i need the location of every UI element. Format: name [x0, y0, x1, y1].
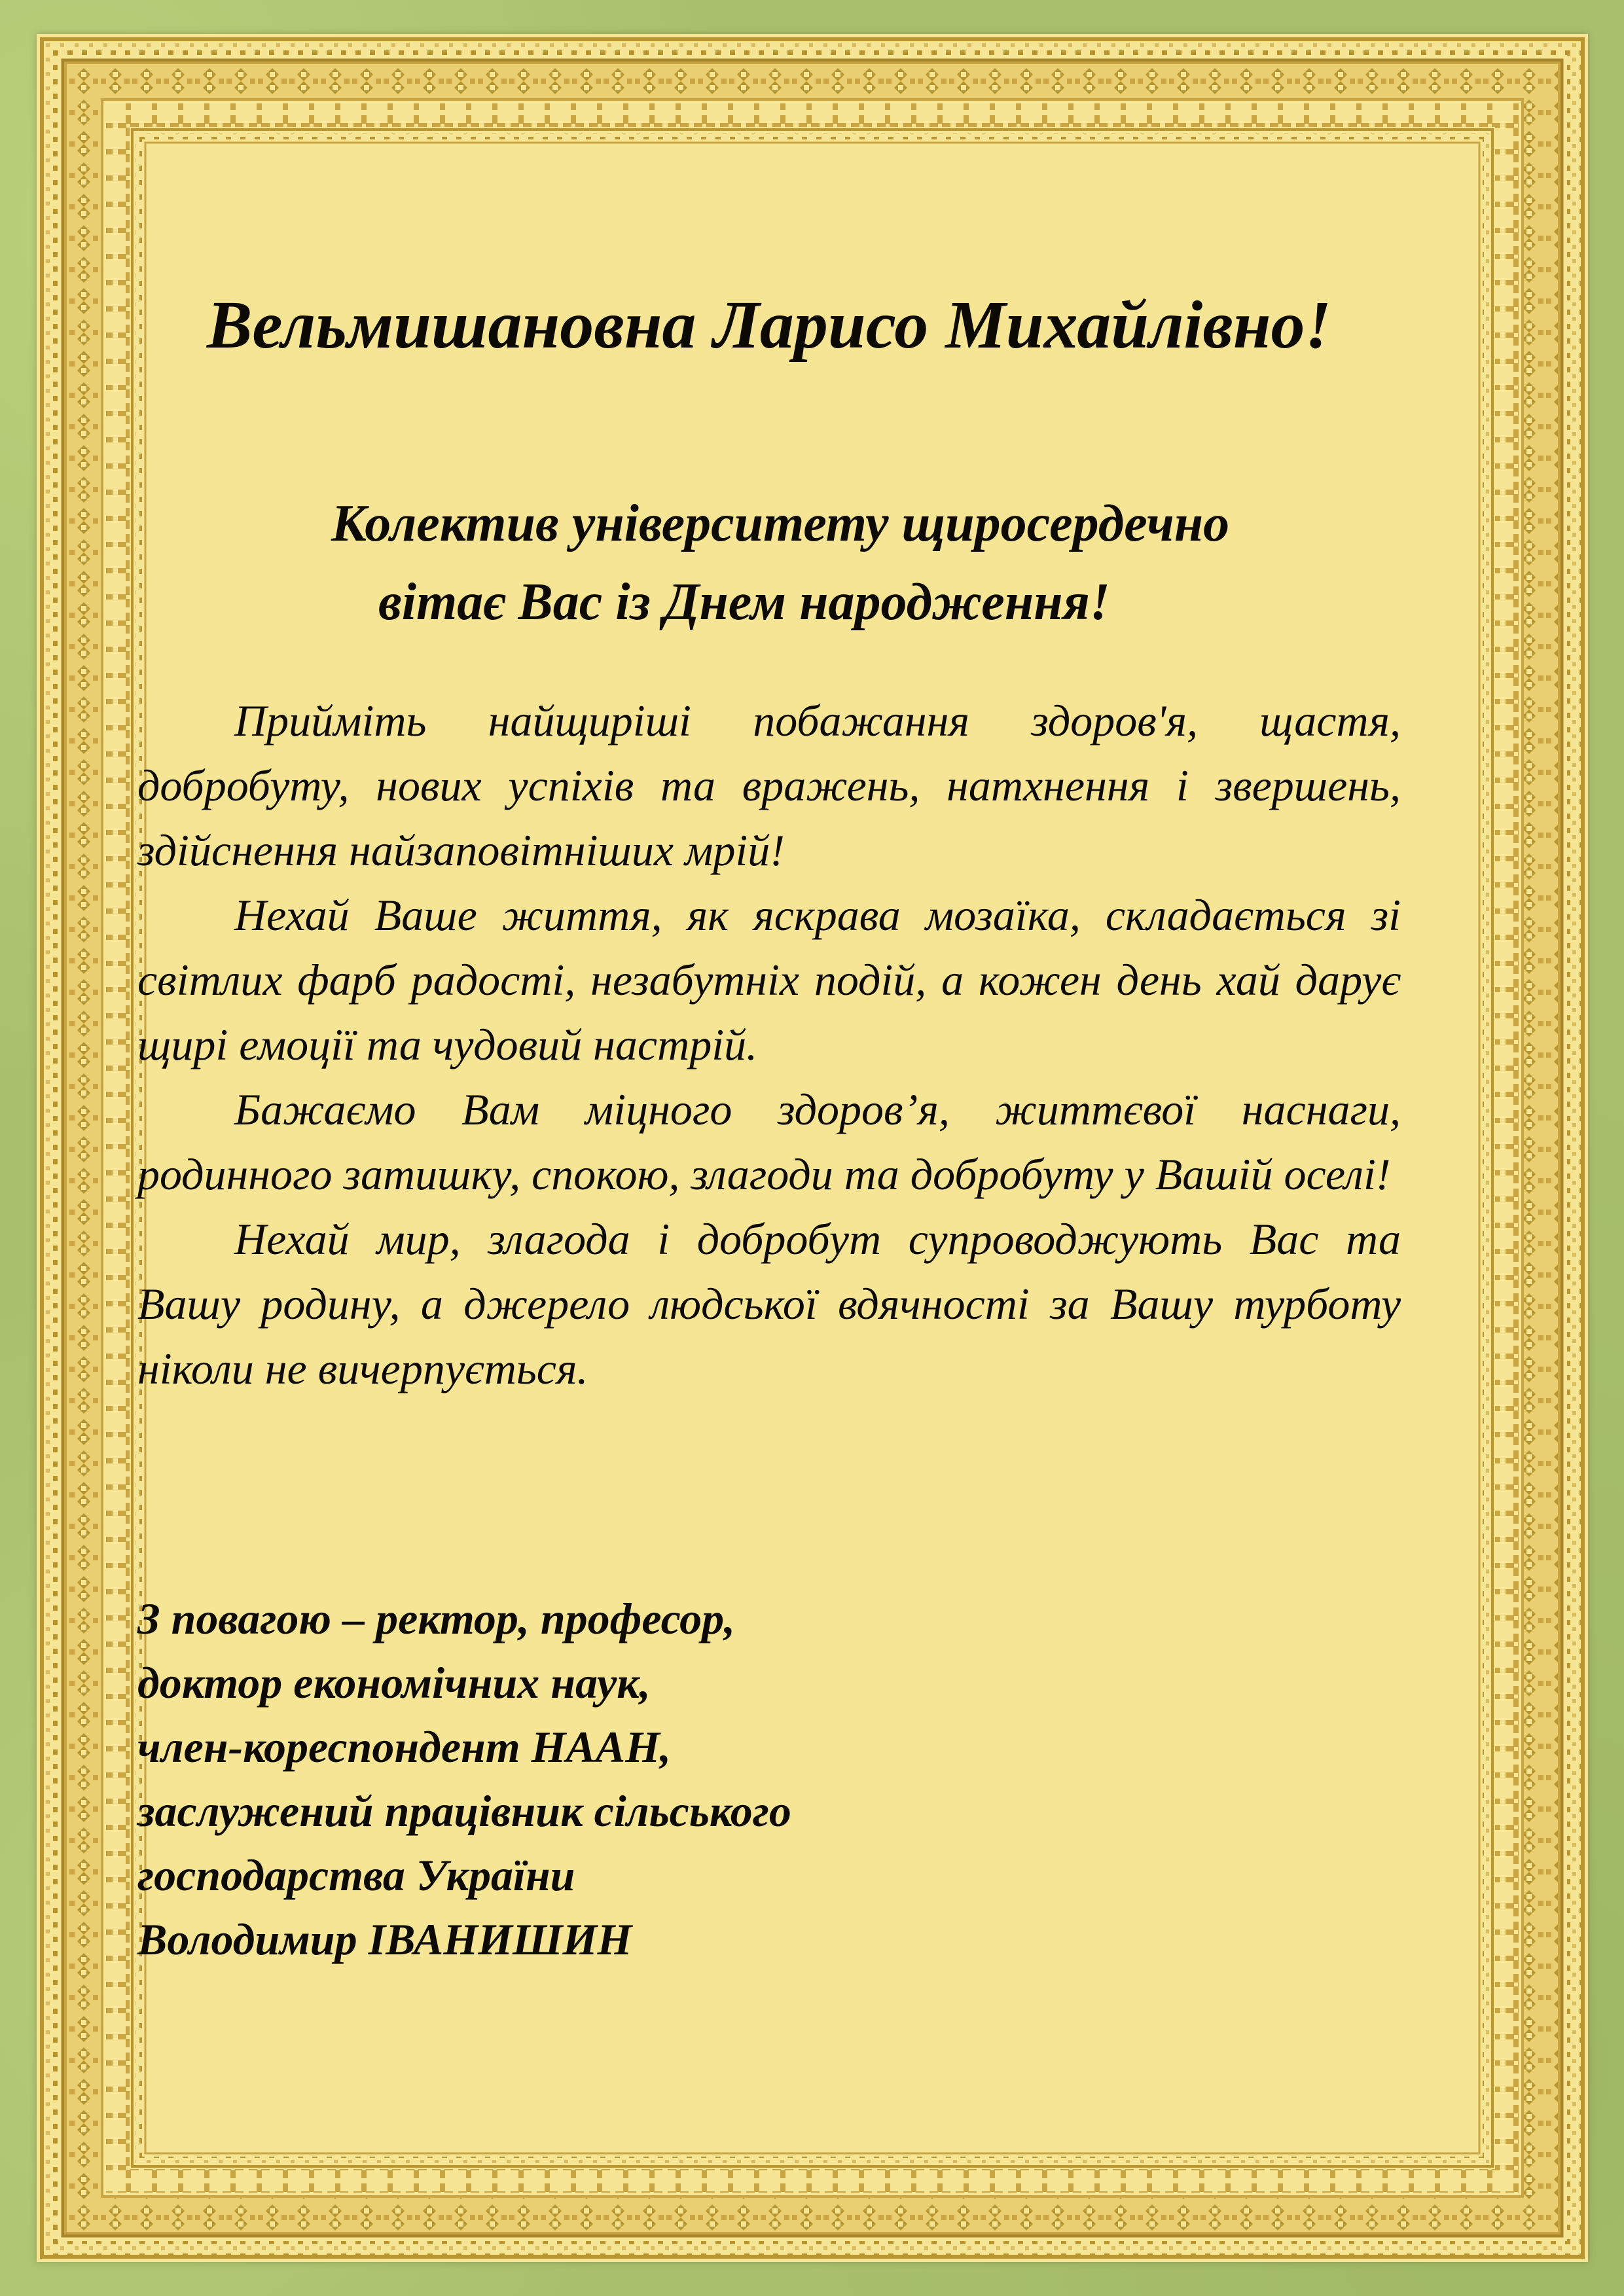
- body-paragraph-1: Прийміть найщиріші побажання здоров'я, щастя, добробуту, нових успіхів та вражень, натхнення і звершень, здійснення найзаповітніших мрій!: [137, 696, 1401, 875]
- signature-line-3: член-кореспондент НААН,: [137, 1722, 672, 1772]
- body-paragraph-3: Бажаємо Вам міцного здоров’я, життєвої наснаги, родинного затишку, спокою, злагоди та добробуту у Вашій оселі!: [137, 1085, 1401, 1199]
- body-paragraph-4: Нехай мир, злагода і добробут супроводжують Вас та Вашу родину, а джерело людської вдячності за Вашу турботу ніколи не вичерпується.: [137, 1214, 1401, 1393]
- congratulation-line-1: Колектив університету щиросердечно: [331, 495, 1230, 552]
- signature-line-2: доктор економічних наук,: [137, 1658, 651, 1708]
- signature-block: [137, 1587, 1401, 1971]
- letter-body: [137, 689, 1401, 1401]
- signature-line-5: господарства України: [137, 1850, 575, 1900]
- signature-line-1: З повагою – ректор, професор,: [137, 1594, 736, 1643]
- body-paragraph-2: Нехай Ваше життя, як яскрава мозаїка, складається зі світлих фарб радості, незабутніх подій, а кожен день хай дарує щирі емоції та чудовий настрій.: [137, 890, 1401, 1069]
- signature-line-4: заслужений працівник сільського: [137, 1786, 791, 1836]
- congratulation-subheading: [137, 484, 1401, 641]
- congratulation-line-2: вітає Вас із Днем народження!: [378, 573, 1110, 631]
- greeting-heading: Вельмишановна Ларисо Михайлівно!: [207, 287, 1331, 363]
- signature-name: Володимир ІВАНИШИН: [137, 1914, 632, 1964]
